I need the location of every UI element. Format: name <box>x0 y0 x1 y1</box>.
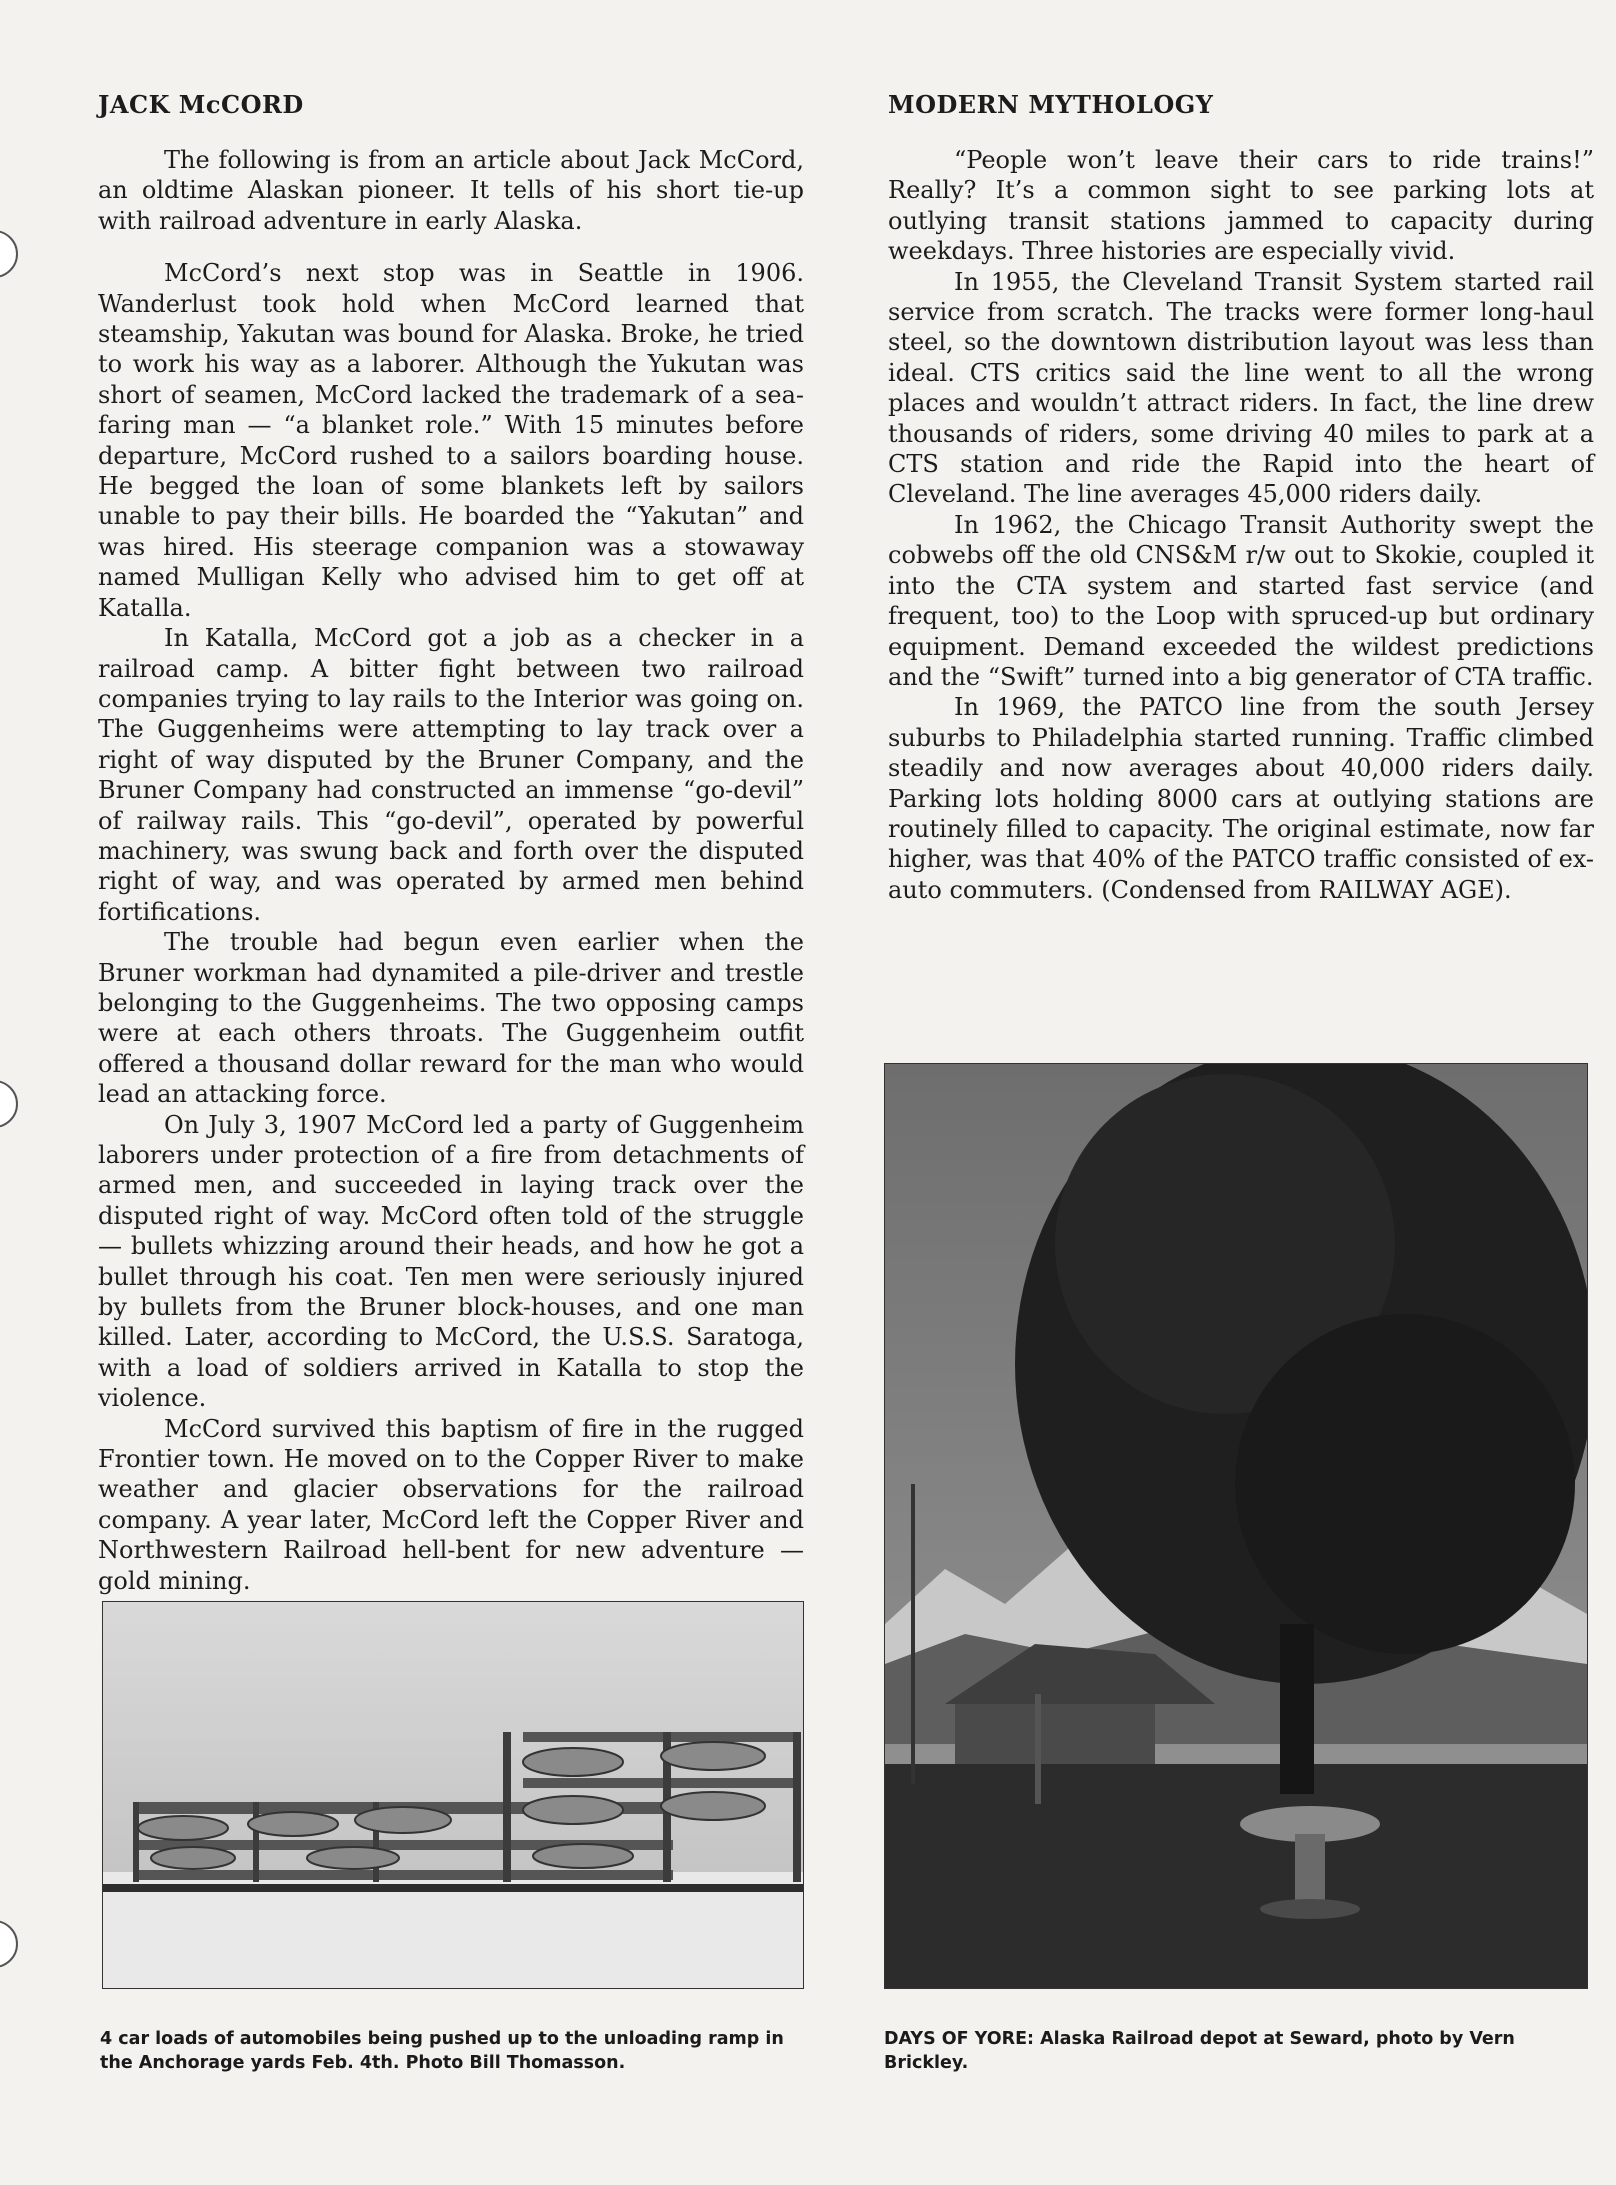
photo-caption-left: 4 car loads of automobiles being pushed up to the unloading ramp in the Anchorage yards Feb. 4th. Photo Bill Thomasson. <box>100 2029 784 2073</box>
article-paragraph: In 1955, the Cleveland Transit System started rail service from scratch. The tracks were former long-haul steel, so the downtown distribution layout was less than ideal. CTS critics said the line went to all the wrong places and wouldn’t attract riders. In fact, the line drew thousands of riders, some driving 40 miles to park at a CTS station and ride the Rapid into the heart of Cleveland. The line averages 45,000 riders daily. <box>888 267 1594 509</box>
article-heading: MODERN MYTHOLOGY <box>888 90 1214 119</box>
article-paragraph: On July 3, 1907 McCord led a party of Guggenheim laborers under protection of a fire from detachments of armed men, and succeeded in laying track over the disputed right of way. McCord often told of the struggle — bullets whizzing around their heads, and how he got a bullet through his coat. Ten men were seriously injured by bullets from the Bruner block-houses, and one man killed. Later, according to McCord, the U.S.S. Saratoga, with a load of soldiers arrived in Katalla to stop the violence. <box>98 1110 804 1413</box>
article-paragraph: The following is from an article about Jack McCord, an oldtime Alaskan pioneer. It tells of his short tie-up with railroad adventure in early Alaska. <box>98 146 804 235</box>
auto-rack-train-photo <box>102 1601 804 1989</box>
article-paragraph: McCord survived this baptism of fire in the rugged Frontier town. He moved on to the Copper River to make weather and glacier observations for the railroad company. A year later, McCord left the Copper River and Northwestern Railroad hell-bent for new adventure — gold mining. <box>98 1414 804 1595</box>
article-paragraph: In 1969, the PATCO line from the south Jersey suburbs to Philadelphia started running. Traffic climbed steadily and now averages about 40,000 riders daily. Parking lots holding 8000 cars at outlying stations are routinely filled to capacity. The original estimate, now far higher, was that 40% of the PATCO traffic consisted of ex-auto commuters. (Condensed from RAILWAY AGE). <box>888 693 1594 904</box>
seward-depot-image <box>885 1064 1587 1988</box>
seward-depot-photo <box>884 1063 1588 1989</box>
article-paragraph: “People won’t leave their cars to ride trains!” Really? It’s a common sight to see parking lots at outlying transit stations jammed to capacity during weekdays. Three histories are especially vivid. <box>888 146 1594 266</box>
article-paragraph: McCord’s next stop was in Seattle in 1906. Wanderlust took hold when McCord learned that steamship, Yakutan was bound for Alaska. Broke, he tried to work his way as a laborer. Although the Yukutan was short of seamen, McCord lacked the trademark of a sea-faring man — “a blanket role.” With 15 minutes before departure, McCord rushed to a sailors boarding house. He begged the loan of some blankets left by sailors unable to pay their bills. He boarded the “Yakutan” and was hired. His steerage companion was a stowaway named Mulligan Kelly who advised him to get off at Katalla. <box>98 259 804 622</box>
punch-hole <box>0 230 18 278</box>
modern-mythology-article <box>888 90 1594 905</box>
article-paragraph: The trouble had begun even earlier when the Bruner workman had dynamited a pile-driver and trestle belonging to the Guggenheims. The two opposing camps were at each others throats. The Guggenheim outfit offered a thousand dollar reward for the man who would lead an attacking force. <box>98 928 804 1109</box>
article-paragraph: In Katalla, McCord got a job as a checker in a railroad camp. A bitter fight between two railroad companies trying to lay rails to the Interior was going on. The Guggenheims were attempting to lay track over a right of way disputed by the Bruner Company, and the Bruner Company had constructed an immense “go-devil” of railway rails. This “go-devil”, operated by powerful machinery, was swung back and forth over the disputed right of way, and was operated by armed men behind fortifications. <box>98 624 804 926</box>
auto-rack-train-image <box>103 1602 803 1988</box>
punch-hole <box>0 1080 18 1128</box>
punch-hole <box>0 1920 18 1968</box>
photo-caption-right: DAYS OF YORE: Alaska Railroad depot at Seward, photo by Vern Brickley. <box>884 2029 1515 2073</box>
jack-mccord-article <box>98 90 804 1596</box>
article-paragraph: In 1962, the Chicago Transit Authority swept the cobwebs off the old CNS&M r/w out to Skokie, coupled it into the CTA system and started fast service (and frequent, too) to the Loop with spruced-up but ordinary equipment. Demand exceeded the wildest predictions and the “Swift” turned into a big generator of CTA traffic. <box>888 510 1594 691</box>
article-heading: JACK McCORD <box>98 90 304 119</box>
